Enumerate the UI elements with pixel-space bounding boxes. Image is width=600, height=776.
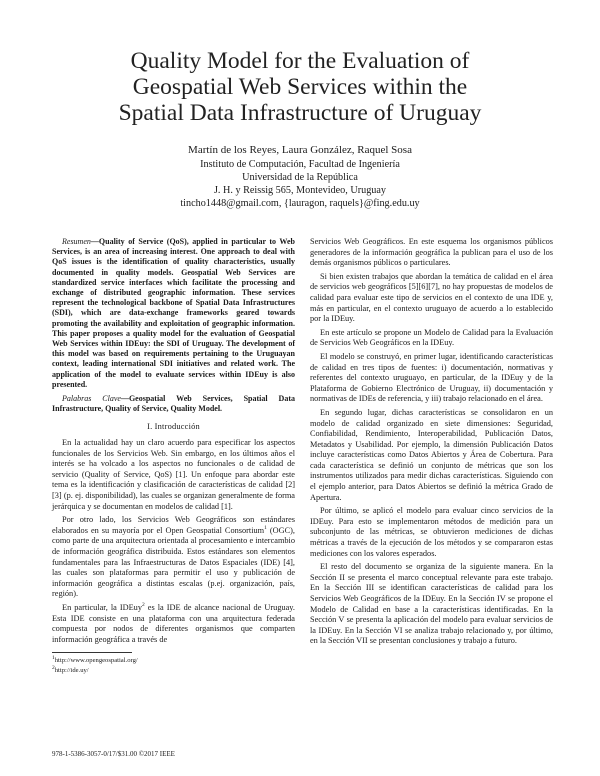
footnote-mark: 2 [141,602,145,609]
author-block [60,143,540,210]
footnote-link[interactable]: http://ide.uy/ [54,667,89,675]
keywords-label: Palabras Clave [62,394,121,404]
body-paragraph: En particular, la IDEuy$^2$ es la IDE de alcance nacional de Uruguay. Esta IDE consiste en una plataforma con una arquitectura federada compuesta por nodos de diferentes organismos que comparten información geográfica a través de [52,602,295,644]
footnote-link[interactable]: http://www.opengeospatial.org/ [54,657,138,665]
paper-title [60,48,540,126]
abstract [52,237,295,390]
abstract-label: Resumen [62,237,91,246]
affiliation-line: Instituto de Computación, Facultad de Ingeniería [200,159,400,170]
keywords-text: —Geospatial Web Services, Spatial Data Infrastructure, Quality of Service, Quality Model. [52,394,295,414]
body-paragraph: El modelo se construyó, en primer lugar, identificando características de calidad en tres tipos de fuentes: i) documentación, normativas y referentes del contexto uruguayo, en particular, de la IDEuy y de la Plataforma de Gobierno Electrónico de Uruguay, ii) documentación y normativas de IDEs de referencia, y iii) trabajo relacionado en el área. [310,351,553,404]
title-line: Spatial Data Infrastructure of Uruguay [118,100,482,126]
footnote-rule [52,652,132,653]
title-line: Geospatial Web Services within the [132,74,468,100]
keywords [52,394,295,414]
address-line: J. H. y Reissig 565, Montevideo, Uruguay [213,185,387,196]
left-column [52,237,295,676]
email-line: tincho1448@gmail.com, {lauragon, raquels}@fing.edu.uy [180,198,420,209]
section-heading: I. Introducción [147,422,200,432]
body-paragraph: En este artículo se propone un Modelo de Calidad para la Evaluación de Servicios Web Geográficos en la IDEuy. [310,327,553,348]
affiliation-line: Universidad de la República [242,172,358,183]
author-names: Martín de los Reyes, Laura González, Raquel Sosa [188,144,412,156]
body-paragraph: En la actualidad hay un claro acuerdo para especificar los aspectos funcionales de los Servicios Web. Sin embargo, en los últimos años el interés se ha volcado a los aspectos no funcionales o de calidad de servicio (Quality of Service, QoS) [1]. Un enfoque para abordar este tema es la identificación y clasificación de características de calidad [2][3] (p. ej. disponibilidad), las cuales se organizan generalmente de forma jerárquica y se documentan en modelos de calidad [1]. [52,438,295,511]
abstract-text: —Quality of Service (QoS), applied in particular to Web Services, is an area of increasing interest. One approach to deal with QoS issues is the identification of quality characteristics, usually documented in quality models. Geospatial Web Services are standardized service interfaces which facilitate the processing and exchange of distributed geographic information. These services represent the technological backbone of Spatial Data Infrastructures (SDI), which are data-exchange frameworks geared towards promoting the availability and exploitation of geographic information. This paper proposes a quality model for the evaluation of Geospatial Web Services within IDEuy: the SDI of Uruguay. The development of this model was based on requirements pertaining to the Uruguayan context, leading international SDI initiatives and related work. The application of the model to evaluate services within IDEuy is also presented. [52,237,295,389]
body-paragraph: Por otro lado, los Servicios Web Geográficos son estándares elaborados en su mayoría por el Open Geospatial Consortium$^1$ (OGC), como parte de una arquitectura orientada al procesamiento e intercambio de información geográfica distribuida. Estos estándares son elementos fundamentales para las Infraestructuras de Datos Espaciales (IDE) [4], las cuales son plataformas para permitir el uso y publicación de información geográfica a distintas escalas (p.ej. organización, país, región). [52,515,295,599]
body-paragraph: Servicios Web Geográficos. En este esquema los organismos públicos generadores de la información geográfica la publican para el uso de los demás organismos públicos o particulares. [310,237,553,268]
body-paragraph: El resto del documento se organiza de la siguiente manera. En la Sección II se presenta el marco conceptual relevante para este trabajo. En la Sección III se identifican características de calidad para los Servicios Web Geográficos de la IDEuy. En la Sección IV se propone el Modelo de Calidad en base a la características identificadas. En la Sección V se presenta la aplicación del modelo para evaluar servicios de la IDEuy. En la Sección VI se analiza trabajo relacionado y, por último, en la Sección VII se presentan conclusiones y trabajo a futuro. [310,562,553,646]
footnote-mark: 1 [264,525,267,532]
footnote: $^2$http://ide.uy/ [52,665,89,675]
copyright-footer: 978-1-5386-3057-0/17/$31.00 ©2017 IEEE [52,750,175,758]
right-column [310,237,553,650]
body-paragraph: Por último, se aplicó el modelo para evaluar cinco servicios de la IDEuy. Para esto se implementaron métodos de medición para un subconjunto de las métricas, se obtuvieron mediciones de dichas métricas a través de la ejecución de los métodos y se compararon estas mediciones con los valores esperados. [310,506,553,558]
body-paragraph: En segundo lugar, dichas características se consolidaron en un modelo de calidad organizado en siete dimensiones: Seguridad, Confiabilidad, Rendimiento, Interoperabilidad, Publicación Datos, Metadatos y Usabilidad. Por ejemplo, la dimensión Publicación Datos incluye características como Datos Abiertos y Área de Cobertura. Para cada característica se definió un conjunto de métricas que son los instrumentos utilizados para medir dichas características. Siguiendo con el ejemplo anterior, para Datos Abiertos se definió la métrica Grado de Apertura. [310,407,553,502]
body-paragraph: Si bien existen trabajos que abordan la temática de calidad en el área de servicios web geográficos [5][6][7], no hay propuestas de modelos de calidad para evaluar este tipo de servicios en el contexto de una IDE y, más en particular, en el contexto uruguayo de acuerdo a lo establecido por la IDEuy. [310,271,553,324]
title-line: Quality Model for the Evaluation of [130,48,470,74]
footnote: $^1$http://www.opengeospatial.org/ [52,655,138,665]
